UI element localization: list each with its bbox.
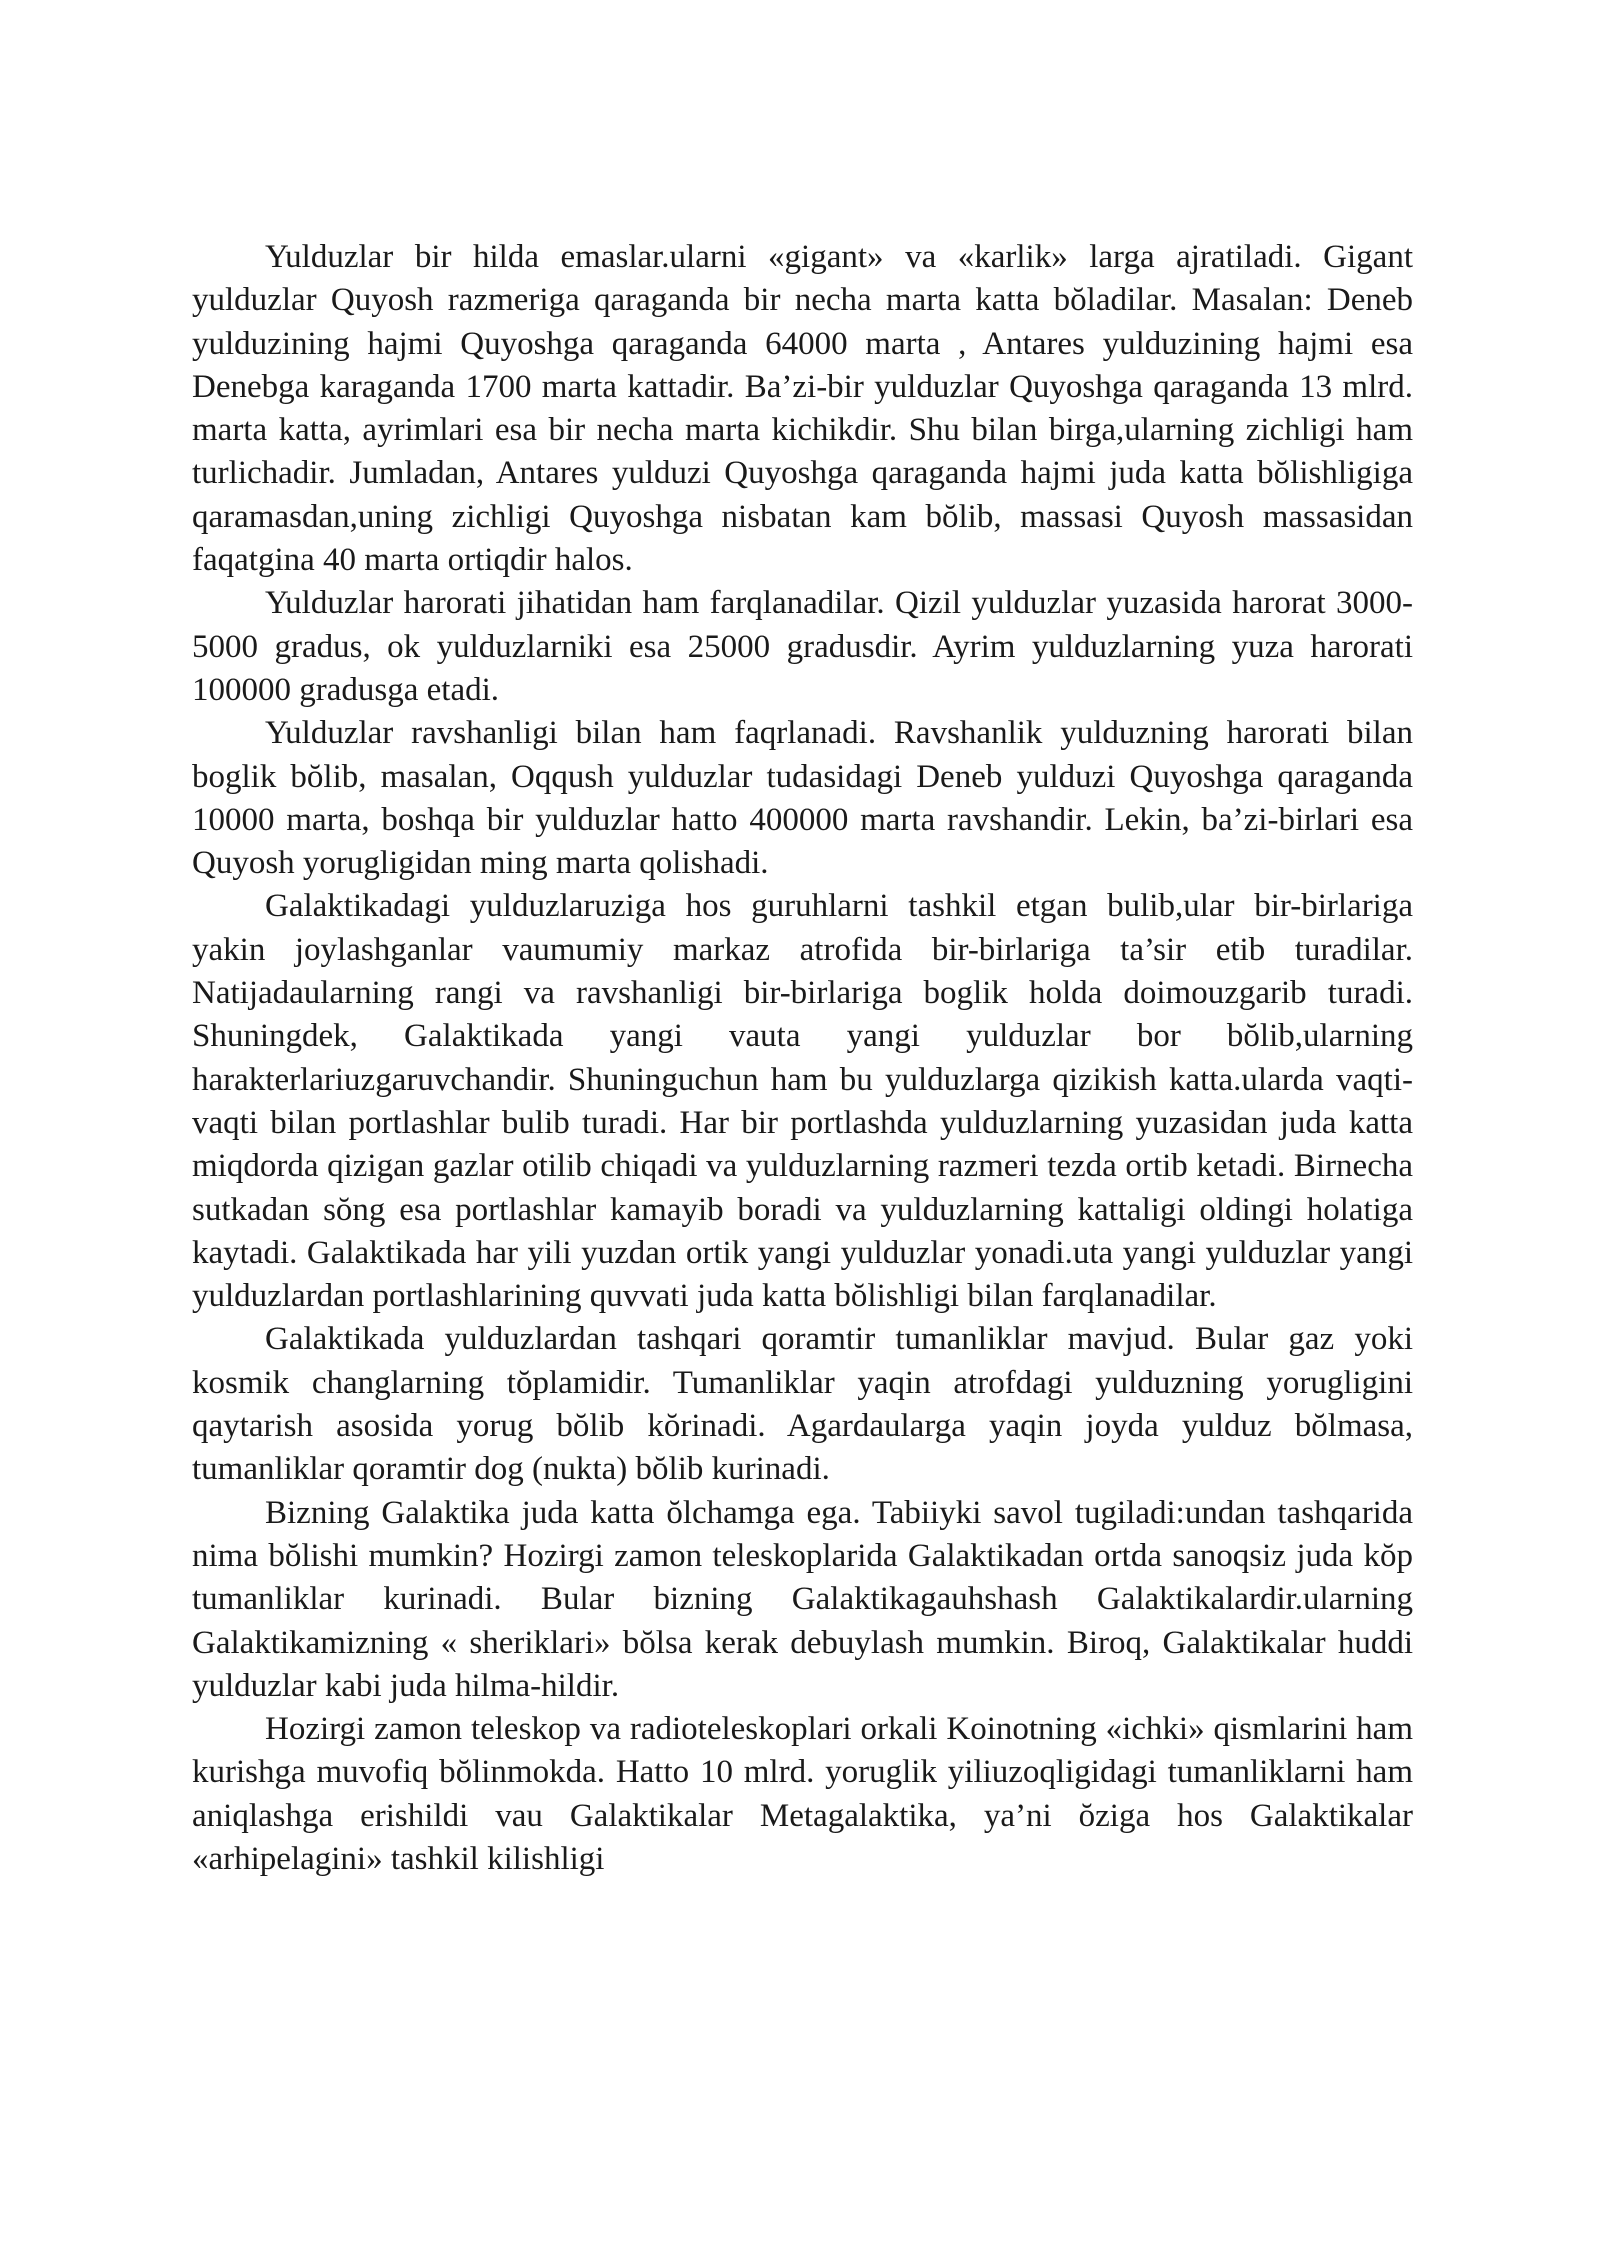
document-body bbox=[192, 236, 1413, 1881]
paragraph-star-temperature: Yulduzlar harorati jihatidan ham farqlanadilar. Qizil yulduzlar yuzasida harorat 3000-5000 gradus, ok yulduzlarniki esa 25000 gradusdir. Ayrim yulduzlarning yuza harorati 100000 gradusga etadi. bbox=[192, 585, 1413, 708]
paragraph-star-brightness: Yulduzlar ravshanligi bilan ham faqrlanadi. Ravshanlik yulduzning harorati bilan boglik bŏlib, masalan, Oqqush yulduzlar tudasidagi Deneb yulduzi Quyoshga qaraganda 10000 marta, boshqa bir yulduzlar hatto 400000 marta ravshandir. Lekin, ba’zi-birlari esa Quyosh yorugligidan ming marta qolishadi. bbox=[192, 715, 1413, 882]
paragraph-telescopes: Hozirgi zamon teleskop va radioteleskoplari orkali Koinotning «ichki» qismlarini ham kurishga muvofiq bŏlinmokda. Hatto 10 mlrd. yoruglik yiliuzoqligidagi tumanliklarni ham aniqlashga erishildi vau Galaktikalar Metagalaktika, ya’ni ŏziga hos Galaktikalar «arhipelagini» tashkil kilishligi bbox=[192, 1711, 1413, 1877]
paragraph-star-groups: Galaktikadagi yulduzlaruziga hos guruhlarni tashkil etgan bulib,ular bir-birlariga yakin joylashganlar vaumumiy markaz atrofida bir-birlariga ta’sir etib turadilar. Natijadaularning rangi va ravshanligi bir-birlariga boglik holda doimouzgarib turadi. Shuningdek, Galaktikada yangi vauta yangi yulduzlar bor bŏlib,ularning harakterlariuzgaruvchandir. Shuninguchun ham bu yulduzlarga qizikish katta.ularda vaqti-vaqti bilan portlashlar bulib turadi. Har bir portlashda yulduzlarning yuzasidan juda katta miqdorda qizigan gazlar otilib chiqadi va yulduzlarning razmeri tezda ortib ketadi. Birnecha sutkadan sŏng esa portlashlar kamayib boradi va yulduzlarning kattaligi oldingi holatiga kaytadi. Galaktikada har yili yuzdan ortik yangi yulduzlar yonadi.uta yangi yulduzlar yangi yulduzlardan portlashlarining quvvati juda katta bŏlishligi bilan farqlanadilar. bbox=[192, 888, 1413, 1315]
paragraph-galaxy-size: Bizning Galaktika juda katta ŏlchamga ega. Tabiiyki savol tugiladi:undan tashqarida nima bŏlishi mumkin? Hozirgi zamon teleskoplarida Galaktikadan ortda sanoqsiz juda kŏp tumanliklar kurinadi. Bular bizning Galaktikagauhshash Galaktikalardir.ularning Galaktikamizning « sheriklari» bŏlsa kerak debuylash mumkin. Biroq, Galaktikalar huddi yulduzlar kabi juda hilma-hildir. bbox=[192, 1494, 1413, 1704]
paragraph-star-sizes: Yulduzlar bir hilda emaslar.ularni «gigant» va «karlik» larga ajratiladi. Gigant yulduzlar Quyosh razmeriga qaraganda bir necha marta katta bŏladilar. Masalan: Deneb yulduzining hajmi Quyoshga qaraganda 64000 marta , Antares yulduzining hajmi esa Denebga karaganda 1700 marta kattadir. Ba’zi-bir yulduzlar Quyoshga qaraganda 13 mlrd. marta katta, ayrimlari esa bir necha marta kichikdir. Shu bilan birga,ularning zichligi ham turlichadir. Jumladan, Antares yulduzi Quyoshga qaraganda hajmi juda katta bŏlishligiga qaramasdan,uning zichligi Quyoshga nisbatan kam bŏlib, massasi Quyosh massasidan faqatgina 40 marta ortiqdir halos. bbox=[192, 239, 1413, 579]
paragraph-nebulae: Galaktikada yulduzlardan tashqari qoramtir tumanliklar mavjud. Bular gaz yoki kosmik changlarning tŏplamidir. Tumanliklar yaqin atrofdagi yulduzning yorugligini qaytarish asosida yorug bŏlib kŏrinadi. Agardaularga yaqin joyda yulduz bŏlmasa, tumanliklar qoramtir dog (nukta) bŏlib kurinadi. bbox=[192, 1321, 1413, 1488]
